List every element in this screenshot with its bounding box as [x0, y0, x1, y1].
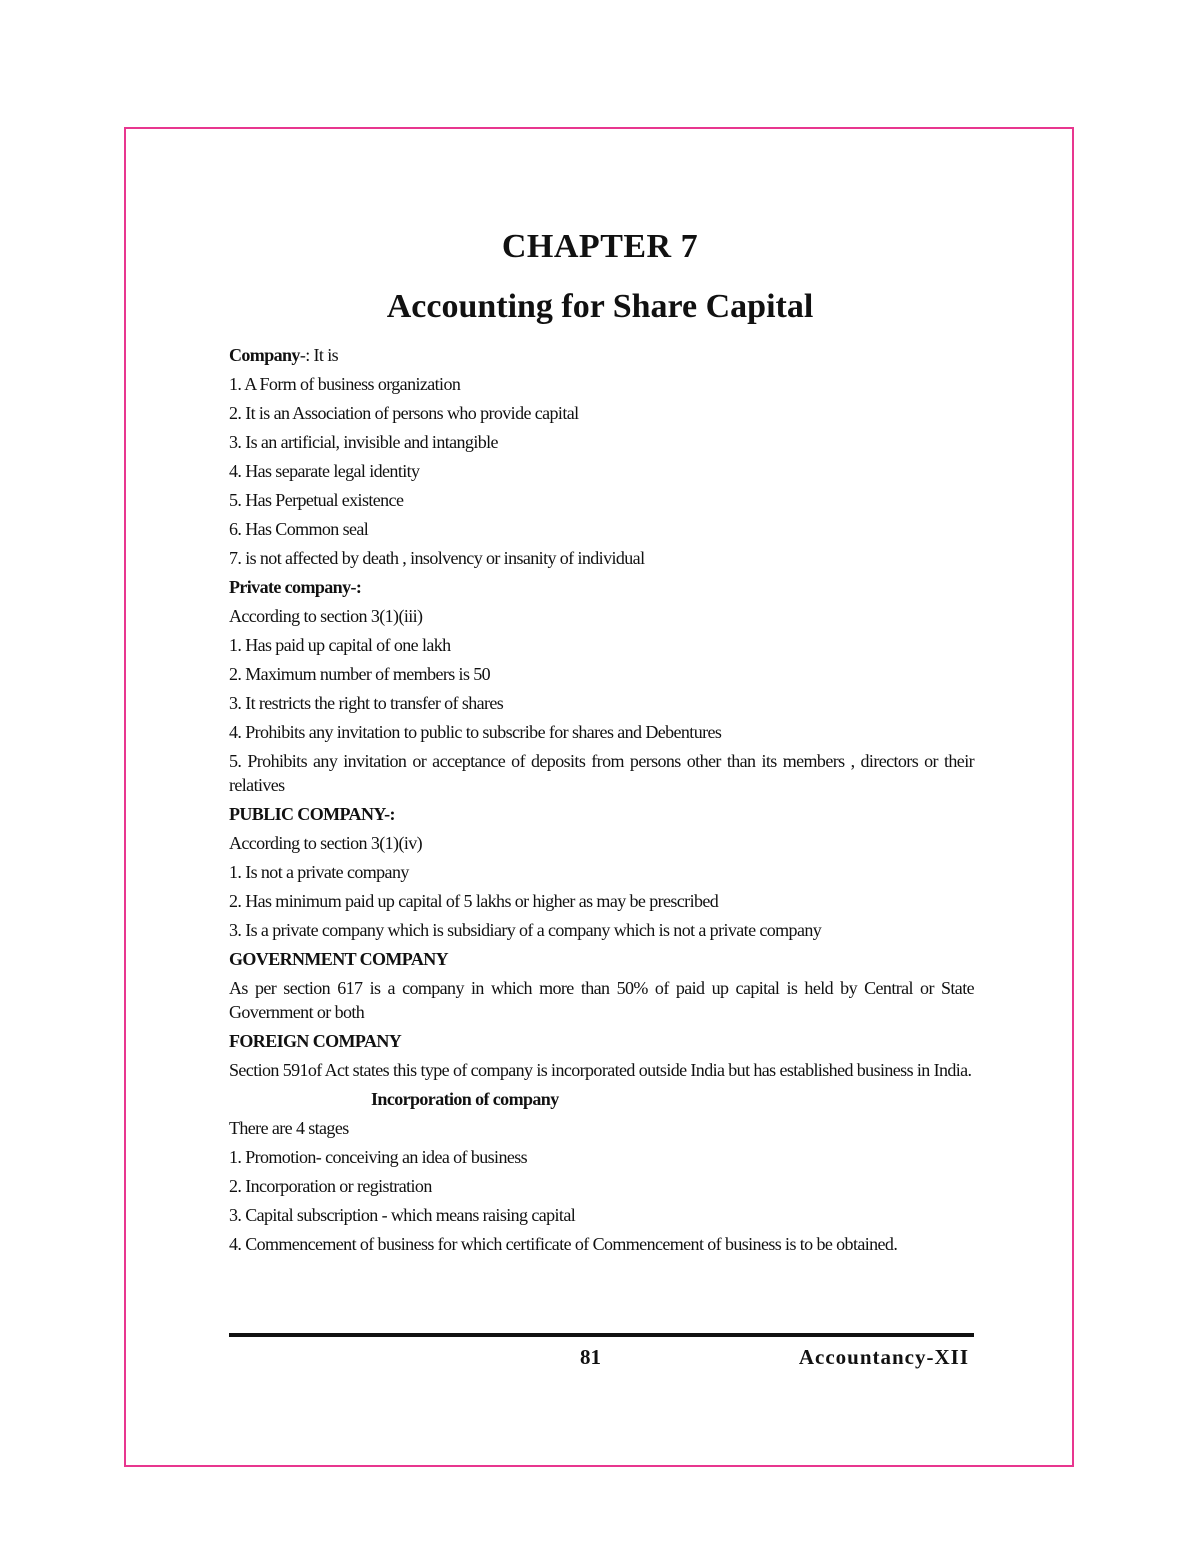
incorporation-intro: There are 4 stages: [229, 1118, 349, 1138]
page-number: 81: [580, 1345, 601, 1369]
private-company-section: According to section 3(1)(iii): [229, 606, 423, 626]
private-company-item: 5. Prohibits any invitation or acceptance of deposits from persons other than its members , directors or their relatives: [229, 751, 974, 795]
page-content: [229, 343, 974, 1261]
incorporation-heading: Incorporation of company: [371, 1089, 559, 1109]
company-item: 5. Has Perpetual existence: [229, 490, 404, 510]
company-item: 3. Is an artificial, invisible and intangible: [229, 432, 498, 452]
government-company-text: As per section 617 is a company in which more than 50% of paid up capital is held by Central or State Government or both: [229, 978, 974, 1022]
public-company-item: 2. Has minimum paid up capital of 5 lakhs or higher as may be prescribed: [229, 891, 719, 911]
company-definition: [229, 343, 974, 367]
incorporation-item: 4. Commencement of business for which certificate of Commencement of business is to be obtained.: [229, 1234, 898, 1254]
footer-rule: [229, 1333, 974, 1337]
public-company-heading: PUBLIC COMPANY-:: [229, 804, 395, 824]
incorporation-item: 1. Promotion- conceiving an idea of business: [229, 1147, 528, 1167]
chapter-number: CHAPTER 7: [501, 228, 699, 265]
private-company-item: 1. Has paid up capital of one lakh: [229, 635, 451, 655]
incorporation-item: 3. Capital subscription - which means raising capital: [229, 1205, 576, 1225]
private-company-item: 2. Maximum number of members is 50: [229, 664, 491, 684]
company-item: 2. It is an Association of persons who provide capital: [229, 403, 579, 423]
private-company-heading: Private company-:: [229, 577, 362, 597]
public-company-item: 1. Is not a private company: [229, 862, 409, 882]
chapter-title: Accounting for Share Capital: [386, 288, 814, 325]
company-item: 6. Has Common seal: [229, 519, 369, 539]
private-company-item: 4. Prohibits any invitation to public to subscribe for shares and Debentures: [229, 722, 722, 742]
company-intro: -: It is: [299, 345, 339, 365]
incorporation-item: 2. Incorporation or registration: [229, 1176, 432, 1196]
company-item: 7. is not affected by death , insolvency or insanity of individual: [229, 548, 645, 568]
foreign-company-text: Section 591of Act states this type of company is incorporated outside India but has established business in India.: [229, 1060, 972, 1080]
foreign-company-heading: FOREIGN COMPANY: [229, 1031, 402, 1051]
company-item: 4. Has separate legal identity: [229, 461, 420, 481]
running-title: Accountancy-XII: [798, 1345, 969, 1369]
government-company-heading: GOVERNMENT COMPANY: [229, 949, 449, 969]
company-item: 1. A Form of business organization: [229, 374, 461, 394]
company-label: Company: [229, 345, 300, 365]
public-company-item: 3. Is a private company which is subsidiary of a company which is not a private company: [229, 920, 822, 940]
public-company-section: According to section 3(1)(iv): [229, 833, 423, 853]
private-company-item: 3. It restricts the right to transfer of shares: [229, 693, 504, 713]
